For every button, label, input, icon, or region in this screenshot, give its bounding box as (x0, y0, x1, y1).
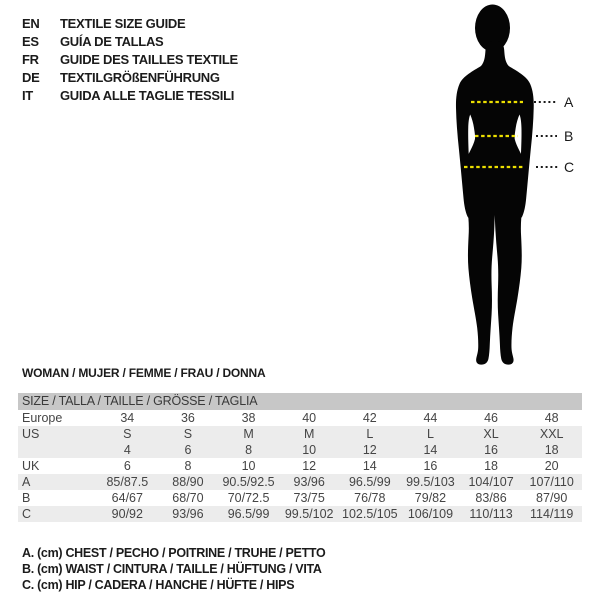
size-value: 110/113 (469, 507, 513, 521)
size-table-row (18, 490, 582, 506)
size-value: 8 (184, 459, 192, 473)
size-value: 8 (245, 443, 253, 457)
language-code: IT (22, 88, 33, 103)
size-value: 6 (184, 443, 192, 457)
size-value: 38 (241, 411, 256, 425)
size-value: 93/96 (172, 507, 204, 521)
language-title-row (22, 87, 238, 105)
size-value: 76/78 (354, 491, 386, 505)
marker-a-label: A (564, 94, 574, 110)
language-code: EN (22, 16, 40, 31)
size-value: 93/96 (293, 475, 325, 489)
row-label: A (22, 475, 31, 489)
size-table-row (18, 458, 582, 474)
measure-legend (22, 545, 325, 593)
size-value: 10 (302, 443, 317, 457)
size-value: 64/67 (111, 491, 143, 505)
guide-title: GUIDA ALLE TAGLIE TESSILI (60, 88, 235, 103)
size-value: 6 (123, 459, 131, 473)
guide-title: GUÍA DE TALLAS (60, 34, 164, 49)
size-value: 48 (544, 411, 559, 425)
size-value: 46 (484, 411, 499, 425)
size-value: 90.5/92.5 (222, 475, 275, 489)
row-label: C (22, 507, 32, 521)
language-code: FR (22, 52, 39, 67)
marker-c-label: C (564, 159, 575, 175)
language-title-list (22, 15, 238, 105)
gender-title: WOMAN / MUJER / FEMME / FRAU / DONNA (22, 366, 266, 380)
size-value: 14 (423, 443, 438, 457)
size-value: 83/86 (475, 491, 507, 505)
size-table-header: SIZE / TALLA / TAILLE / GRÖSSE / TAGLIA (18, 393, 582, 410)
size-table-row (18, 506, 582, 522)
size-value: M (243, 427, 254, 441)
language-title-row (22, 69, 238, 87)
guide-title: TEXTILE SIZE GUIDE (60, 16, 186, 31)
size-value: 96.5/99 (227, 507, 270, 521)
size-value: 44 (423, 411, 438, 425)
language-title-row (22, 33, 238, 51)
size-value: 87/90 (536, 491, 568, 505)
size-table-row (18, 410, 582, 426)
legend-line: C. (cm) HIP / CADERA / HANCHE / HÜFTE / HIPS (22, 578, 295, 592)
size-value: 18 (544, 443, 559, 457)
size-value: 34 (120, 411, 135, 425)
size-value: 73/75 (293, 491, 325, 505)
size-value: 12 (302, 459, 317, 473)
size-value: 114/119 (530, 507, 574, 521)
size-value: 79/82 (414, 491, 447, 505)
size-value: 85/87.5 (106, 475, 149, 489)
size-value: 20 (544, 459, 559, 473)
size-value: 96.5/99 (348, 475, 391, 489)
size-value: S (183, 427, 193, 441)
row-label: US (22, 427, 40, 441)
female-silhouette-figure (414, 0, 600, 372)
size-value: S (123, 427, 132, 441)
row-label: B (22, 491, 31, 505)
language-code: DE (22, 70, 40, 85)
size-value: 40 (302, 411, 317, 425)
size-value: XXL (539, 427, 564, 441)
size-value: 70/72.5 (227, 491, 270, 505)
size-value: 18 (484, 459, 499, 473)
size-value: 102.5/105 (342, 507, 398, 521)
size-value: 68/70 (172, 491, 204, 505)
language-title-row (22, 15, 238, 33)
row-label: Europe (22, 411, 63, 425)
language-code: ES (22, 34, 39, 49)
size-value: 104/107 (468, 475, 514, 489)
size-table-row (18, 474, 582, 490)
legend-line: A. (cm) CHEST / PECHO / POITRINE / TRUHE / PETTO (22, 546, 326, 560)
row-label: UK (22, 459, 40, 473)
guide-title: TEXTILGRÖßENFÜHRUNG (60, 70, 220, 85)
size-value: M (303, 427, 315, 441)
size-table (18, 393, 582, 522)
size-value: 99.5/103 (406, 475, 455, 489)
size-table-row (18, 426, 582, 442)
size-value: 99.5/102 (284, 507, 334, 521)
size-value: 90/92 (111, 507, 143, 521)
size-value: L (426, 427, 434, 441)
size-value: 16 (423, 459, 438, 473)
language-title-row (22, 51, 238, 69)
size-value: 10 (241, 459, 256, 473)
size-value: 16 (484, 443, 499, 457)
marker-b-label: B (564, 128, 574, 144)
size-value: 12 (362, 443, 377, 457)
silhouette-body (456, 41, 534, 365)
row-label (18, 442, 97, 458)
legend-line: B. (cm) WAIST / CINTURA / TAILLE / HÜFTUNG / VITA (22, 562, 322, 576)
size-value: 36 (180, 411, 195, 425)
guide-title: GUIDE DES TAILLES TEXTILE (60, 52, 238, 67)
size-value: 42 (362, 411, 377, 425)
size-table-row (18, 442, 582, 458)
size-value: XL (483, 427, 499, 441)
size-value: 106/109 (407, 507, 454, 521)
size-value: 14 (362, 459, 377, 473)
size-value: L (366, 427, 374, 441)
size-value: 4 (123, 443, 131, 457)
size-value: 107/110 (529, 475, 574, 489)
size-value: 88/90 (172, 475, 204, 489)
